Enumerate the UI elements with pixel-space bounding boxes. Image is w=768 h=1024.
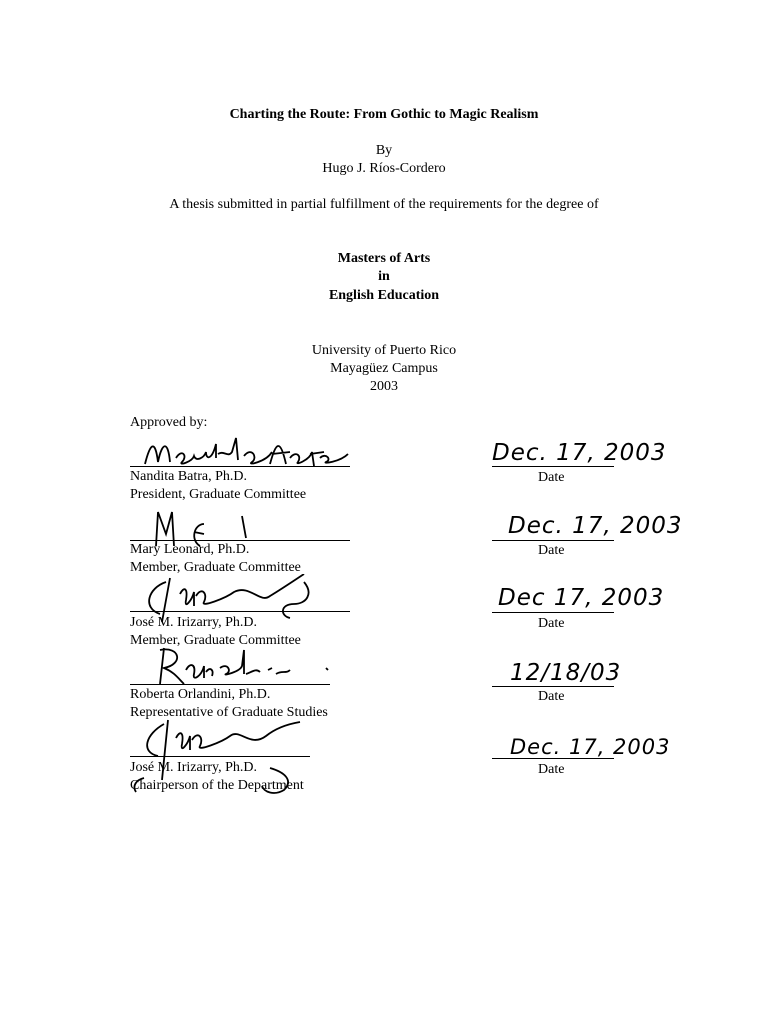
thesis-statement: A thesis submitted in partial fulfillment of the requirements for the degree of: [169, 197, 599, 212]
date-label-5: Date: [538, 762, 565, 777]
signatory-role-1: President, Graduate Committee: [130, 487, 307, 502]
date-line-2: [492, 540, 614, 541]
signatory-role-5: Chairperson of the Department: [130, 778, 304, 793]
signatory-role-3: Member, Graduate Committee: [130, 633, 301, 648]
degree-line-2: in: [378, 269, 390, 284]
signatory-name-2: Mary Leonard, Ph.D.: [130, 542, 250, 557]
date-label-1: Date: [538, 470, 565, 485]
handwritten-signature-4: [150, 644, 340, 688]
date-line-4: [492, 686, 614, 687]
degree-line-3: English Education: [328, 288, 440, 303]
signatory-role-2: Member, Graduate Committee: [130, 560, 301, 575]
signatory-name-5: José M. Irizarry, Ph.D.: [130, 760, 258, 775]
signatory-name-4: Roberta Orlandini, Ph.D.: [130, 687, 271, 702]
approved-by-label: Approved by:: [130, 415, 208, 430]
university-name: University of Puerto Rico: [311, 343, 457, 358]
campus-name: Mayagüez Campus: [330, 361, 438, 376]
handwritten-date-3: Dec 17, 2003: [498, 585, 665, 611]
signature-line-4: [130, 684, 330, 685]
thesis-title: Charting the Route: From Gothic to Magic Realism: [229, 107, 539, 122]
signature-line-3: [130, 611, 350, 612]
handwritten-date-2: Dec. 17, 2003: [508, 513, 683, 539]
date-line-3: [492, 612, 614, 613]
handwritten-date-1: Dec. 17, 2003: [492, 440, 667, 466]
date-label-3: Date: [538, 616, 565, 631]
signatory-name-1: Nandita Batra, Ph.D.: [130, 469, 248, 484]
handwritten-date-5: Dec. 17, 2003: [510, 735, 671, 759]
signature-line-1: [130, 466, 350, 467]
degree-line-1: Masters of Arts: [337, 251, 431, 266]
date-label-2: Date: [538, 543, 565, 558]
by-label: By: [375, 143, 393, 158]
handwritten-date-4: 12/18/03: [510, 660, 622, 686]
date-line-1: [492, 466, 614, 467]
date-label-4: Date: [538, 689, 565, 704]
thesis-year: 2003: [370, 379, 398, 394]
signature-line-5: [130, 756, 310, 757]
signatory-role-4: Representative of Graduate Studies: [130, 705, 328, 720]
author-name: Hugo J. Ríos-Cordero: [322, 161, 446, 176]
signatory-name-3: José M. Irizarry, Ph.D.: [130, 615, 258, 630]
handwritten-signature-1: [140, 434, 355, 468]
date-line-5: [492, 758, 614, 759]
